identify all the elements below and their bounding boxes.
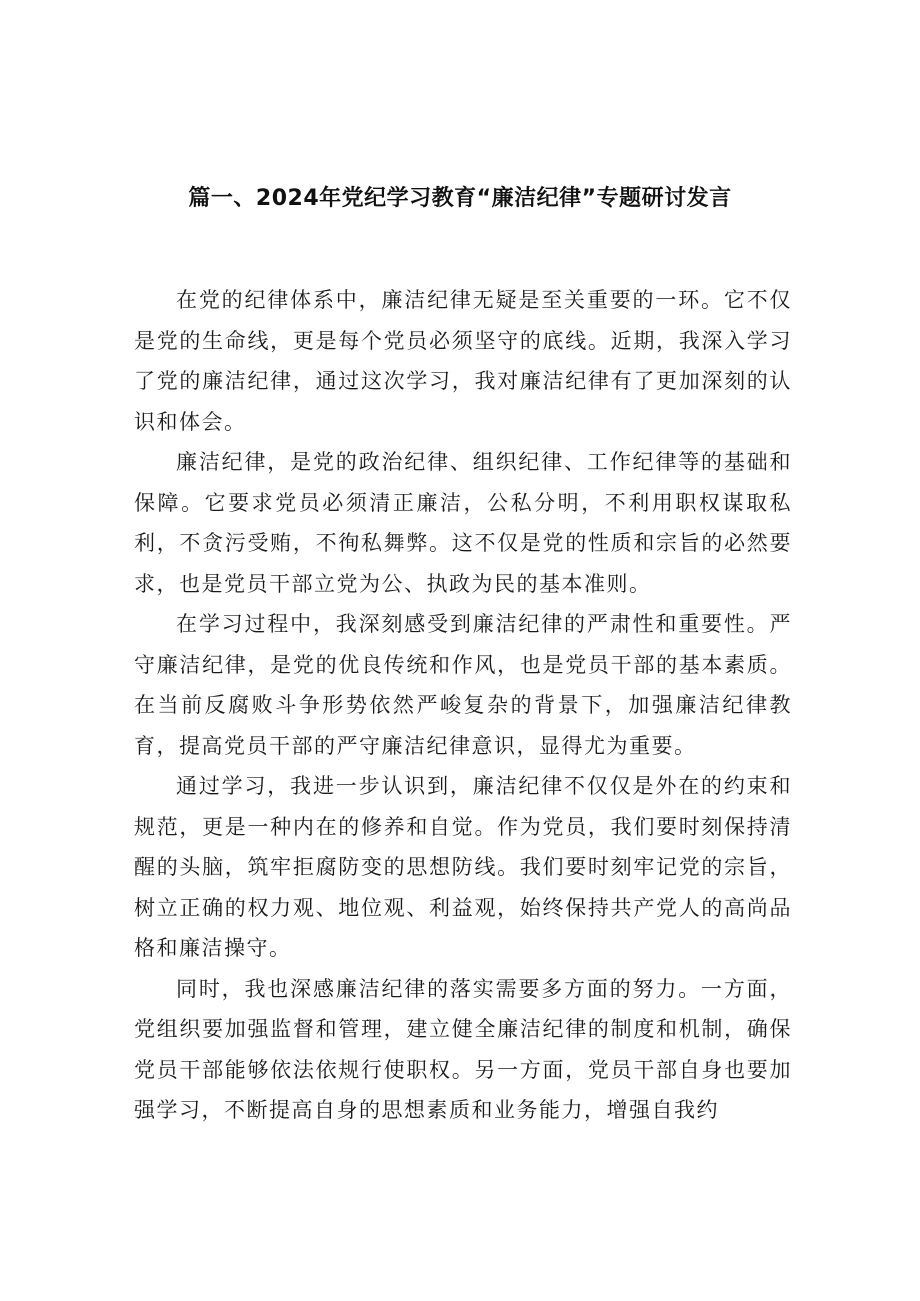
paragraph: 在党的纪律体系中，廉洁纪律无疑是至关重要的一环。它不仅是党的生命线，更是每个党员必须坚守的底线。近期，我深入学习了党的廉洁纪律，通过这次学习，我对廉洁纪律有了更加深刻的认识和体会。 — [134, 288, 792, 434]
paragraph: 廉洁纪律，是党的政治纪律、组织纪律、工作纪律等的基础和保障。它要求党员必须清正廉洁，公私分明，不利用职权谋取私利，不贪污受贿，不徇私舞弊。这不仅是党的性质和宗旨的必然要求，也是党员干部立党为公、执政为民的基本准则。 — [134, 450, 792, 596]
paragraph: 在学习过程中，我深刻感受到廉洁纪律的严肃性和重要性。严守廉洁纪律，是党的优良传统和作风，也是党员干部的基本素质。在当前反腐败斗争形势依然严峻复杂的背景下，加强廉洁纪律教育，提高党员干部的严守廉洁纪律意识，显得尤为重要。 — [134, 612, 792, 758]
paragraph: 同时，我也深感廉洁纪律的落实需要多方面的努力。一方面，党组织要加强监督和管理，建立健全廉洁纪律的制度和机制，确保党员干部能够依法依规行使职权。另一方面，党员干部自身也要加强学习，不断提高自身的思想素质和业务能力，增强自我约 — [134, 976, 792, 1122]
paragraph: 通过学习，我进一步认识到，廉洁纪律不仅仅是外在的约束和规范，更是一种内在的修养和自觉。作为党员，我们要时刻保持清醒的头脑，筑牢拒腐防变的思想防线。我们要时刻牢记党的宗旨，树立正确的权力观、地位观、利益观，始终保持共产党人的高尚品格和廉洁操守。 — [134, 774, 792, 960]
document-body — [134, 280, 792, 1131]
document-title: 篇一、2024年党纪学习教育“廉洁纪律”专题研讨发言 — [188, 186, 732, 211]
